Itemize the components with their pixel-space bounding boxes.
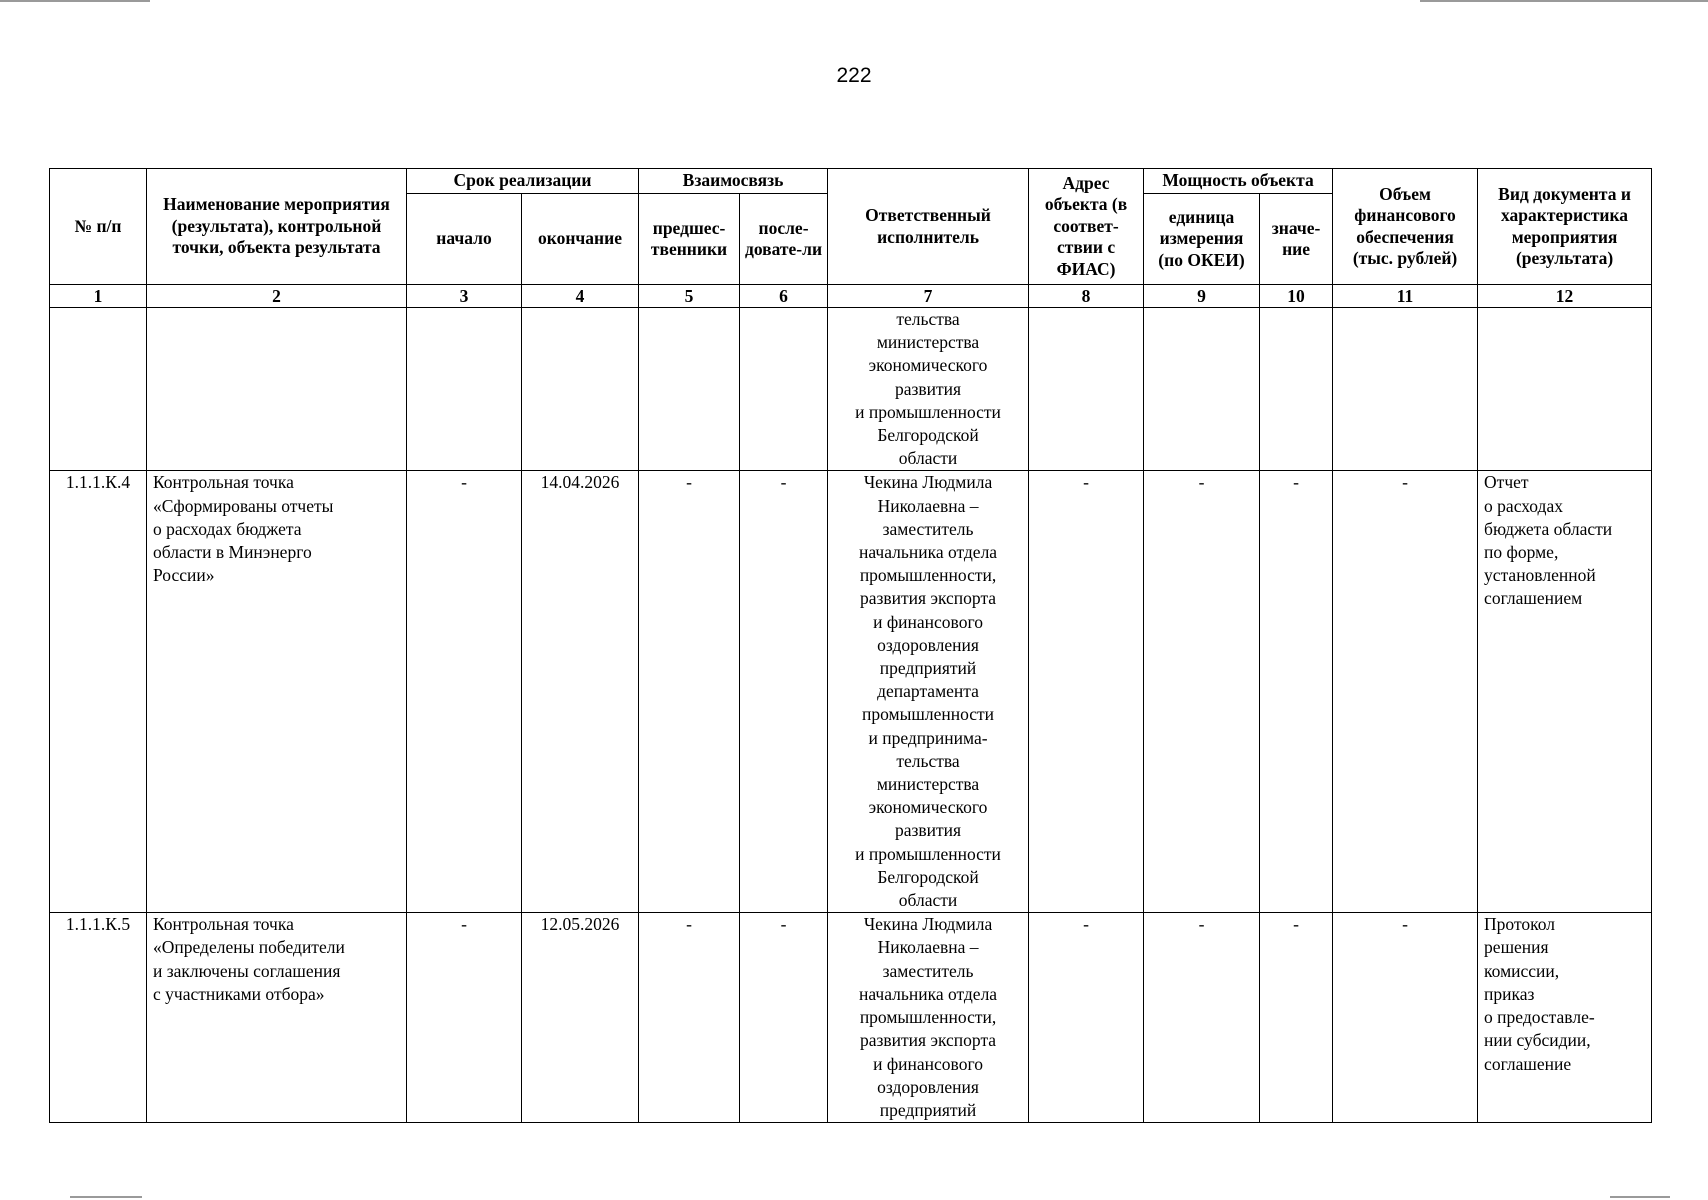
column-number: 3	[407, 285, 522, 308]
header-period-start: начало	[407, 194, 522, 285]
row-document-line: по форме,	[1484, 542, 1559, 563]
row-executor-line: и финансового	[873, 1053, 983, 1074]
row-executor-line: развития экспорта	[859, 1030, 997, 1051]
header-finance: Объем финансового обеспечения (тыс. рублей)	[1333, 169, 1478, 285]
row-name-line: «Сформированы отчеты	[153, 495, 334, 516]
row-document	[1478, 913, 1652, 1123]
row-document	[1478, 471, 1652, 913]
row-executor-line: развития	[894, 378, 962, 399]
column-number: 12	[1478, 285, 1652, 308]
row-executor-line: и промышленности	[855, 401, 1001, 422]
row-number	[50, 308, 147, 471]
row-document	[1478, 308, 1652, 471]
header-address: Адрес объекта (в соответ-ствии с ФИАС)	[1029, 169, 1144, 285]
row-document-line: соглашением	[1484, 588, 1583, 609]
row-document-line: соглашение	[1484, 1053, 1572, 1074]
row-name-line: Контрольная точка	[153, 914, 294, 935]
table-row	[50, 308, 1652, 471]
row-executor-line: области	[898, 890, 958, 911]
row-executor-line: Чекина Людмила	[863, 914, 993, 935]
scan-edge-mark	[0, 0, 150, 2]
row-start: -	[407, 471, 522, 913]
header-link-pred: предшес-твенники	[639, 194, 740, 285]
scan-edge-mark	[70, 1196, 142, 1198]
row-executor-line: промышленности,	[859, 1007, 997, 1028]
column-number: 10	[1260, 285, 1333, 308]
row-name-line: и заключены соглашения	[153, 960, 341, 981]
row-executor-line: области	[898, 448, 958, 469]
header-capacity-value: значе-ние	[1260, 194, 1333, 285]
row-executor-line: Белгородской	[877, 866, 979, 887]
row-address: -	[1029, 471, 1144, 913]
row-executor-line: развития	[894, 820, 962, 841]
row-executor-line: заместитель	[882, 960, 974, 981]
row-document-line: о расходах	[1484, 495, 1563, 516]
row-name-line: области в Минэнерго	[153, 542, 312, 563]
row-end: 12.05.2026	[522, 913, 639, 1123]
row-executor-line: Николаевна –	[877, 937, 979, 958]
row-address: -	[1029, 913, 1144, 1123]
row-executor-line: экономического	[868, 797, 988, 818]
row-executor	[828, 913, 1029, 1123]
row-name	[147, 308, 407, 471]
column-number: 9	[1144, 285, 1260, 308]
row-end	[522, 308, 639, 471]
row-name-line: с участниками отбора»	[153, 983, 325, 1004]
column-number: 1	[50, 285, 147, 308]
row-executor-line: оздоровления	[877, 634, 979, 655]
row-executor-line: промышленности,	[859, 565, 997, 586]
column-number: 8	[1029, 285, 1144, 308]
row-finance: -	[1333, 471, 1478, 913]
row-predecessors	[639, 308, 740, 471]
scan-edge-mark	[1610, 1196, 1670, 1198]
row-executor-line: Чекина Людмила	[863, 472, 993, 493]
row-successors	[740, 308, 828, 471]
header-period-end: окончание	[522, 194, 639, 285]
header-capacity: Мощность объекта	[1144, 169, 1333, 194]
row-document-line: бюджета области	[1484, 518, 1613, 539]
row-unit: -	[1144, 913, 1260, 1123]
row-executor-line: Белгородской	[877, 425, 979, 446]
row-executor-line: министерства	[876, 774, 980, 795]
row-successors: -	[740, 913, 828, 1123]
header-capacity-unit: единица измерения (по ОКЕИ)	[1144, 194, 1260, 285]
header-num: № п/п	[50, 169, 147, 285]
column-number: 5	[639, 285, 740, 308]
row-document-line: комиссии,	[1484, 960, 1560, 981]
table-row	[50, 913, 1652, 1123]
row-name-line: России»	[153, 565, 215, 586]
row-executor-line: и предпринима-	[868, 727, 988, 748]
row-document-line: о предоставле-	[1484, 1007, 1595, 1028]
row-predecessors: -	[639, 471, 740, 913]
row-document-line: Протокол	[1484, 914, 1555, 935]
row-executor-line: и промышленности	[855, 843, 1001, 864]
row-executor-line: тельства	[896, 750, 960, 771]
row-executor-line: заместитель	[882, 518, 974, 539]
column-number: 6	[740, 285, 828, 308]
row-document-line: решения	[1484, 937, 1549, 958]
row-unit: -	[1144, 471, 1260, 913]
column-number: 4	[522, 285, 639, 308]
row-name-line: о расходах бюджета	[153, 518, 302, 539]
table-row	[50, 471, 1652, 913]
row-executor	[828, 471, 1029, 913]
row-value: -	[1260, 471, 1333, 913]
row-value: -	[1260, 913, 1333, 1123]
row-executor-line: предприятий	[879, 1099, 977, 1120]
row-document-line: нии субсидии,	[1484, 1030, 1591, 1051]
row-document-line: приказ	[1484, 983, 1535, 1004]
header-link: Взаимосвязь	[639, 169, 828, 194]
header-executor: Ответственный исполнитель	[828, 169, 1029, 285]
page-number: 222	[836, 64, 872, 87]
row-executor-line: и финансового	[873, 611, 983, 632]
header-name: Наименование мероприятия (результата), контрольной точки, объекта результата	[147, 169, 407, 285]
row-executor-line: министерства	[876, 332, 980, 353]
row-number: 1.1.1.К.5	[50, 913, 147, 1123]
row-unit	[1144, 308, 1260, 471]
row-start	[407, 308, 522, 471]
row-executor-line: начальника отдела	[858, 542, 998, 563]
row-name	[147, 471, 407, 913]
row-end: 14.04.2026	[522, 471, 639, 913]
row-executor-line: департамента	[877, 681, 979, 702]
row-executor-line: экономического	[868, 355, 988, 376]
row-name-line: «Определены победители	[153, 937, 345, 958]
row-executor	[828, 308, 1029, 471]
row-finance: -	[1333, 913, 1478, 1123]
implementation-plan-table	[49, 168, 1652, 1123]
column-number: 7	[828, 285, 1029, 308]
row-executor-line: Николаевна –	[877, 495, 979, 516]
row-value	[1260, 308, 1333, 471]
row-document-line: установленной	[1484, 565, 1596, 586]
column-number: 11	[1333, 285, 1478, 308]
header-period: Срок реализации	[407, 169, 639, 194]
row-name	[147, 913, 407, 1123]
scan-edge-mark	[1420, 0, 1708, 2]
row-executor-line: начальника отдела	[858, 983, 998, 1004]
row-address	[1029, 308, 1144, 471]
row-executor-line: развития экспорта	[859, 588, 997, 609]
row-document-line: Отчет	[1484, 472, 1529, 493]
row-executor-line: тельства	[896, 309, 960, 329]
header-document: Вид документа и характеристика мероприятия (результата)	[1478, 169, 1652, 285]
row-name-line: Контрольная точка	[153, 472, 294, 493]
row-executor-line: промышленности	[862, 704, 995, 725]
row-executor-line: оздоровления	[877, 1076, 979, 1097]
row-predecessors: -	[639, 913, 740, 1123]
row-successors: -	[740, 471, 828, 913]
row-number: 1.1.1.К.4	[50, 471, 147, 913]
row-finance	[1333, 308, 1478, 471]
row-start: -	[407, 913, 522, 1123]
header-link-succ: после-довате-ли	[740, 194, 828, 285]
column-number: 2	[147, 285, 407, 308]
row-executor-line: предприятий	[879, 658, 977, 679]
